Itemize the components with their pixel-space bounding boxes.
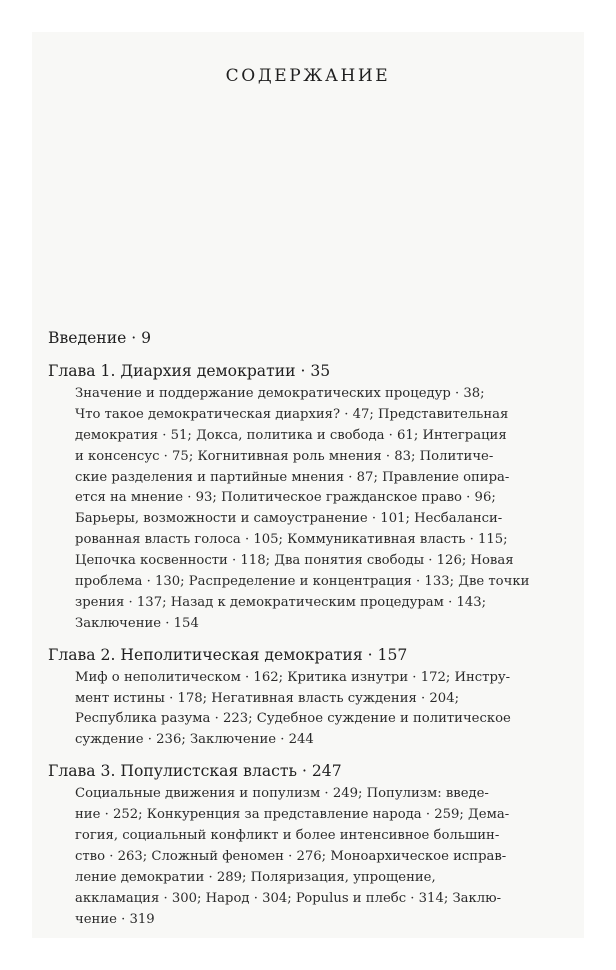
section-line: чение · 319 [75,911,155,927]
section-line: и консенсус · 75; Когнитивная роль мнения · 83; Политиче- [75,448,494,464]
section-line: зрения · 137; Назад к демократическим процедурам · 143; [75,594,487,610]
section-line: Республика разума · 223; Судебное суждение и политическое [75,711,511,727]
chapter-heading: Глава 2. Неполитическая демократия · 157 [48,645,408,664]
section-line: проблема · 130; Распределение и концентрация · 133; Две точки [75,574,530,590]
section-line: ство · 263; Сложный феномен · 276; Моноархическое исправ- [75,848,507,864]
chapter-sections [75,784,562,930]
section-line: ские разделения и партийные мнения · 87; Правление опира- [75,469,510,485]
section-line: ление демократии · 289; Поляризация, упрощение, [75,869,436,885]
toc-chapter-3 [48,760,562,930]
section-line: аккламация · 300; Народ · 304; Populus и плебс · 314; Заклю- [75,890,502,906]
chapter-heading: Глава 3. Популистская власть · 247 [48,762,342,781]
section-line: Барьеры, возможности и самоустранение · 101; Несбаланси- [75,511,503,527]
section-line: Цепочка косвенности · 118; Два понятия свободы · 126; Новая [75,553,514,569]
section-line: суждение · 236; Заключение · 244 [75,732,314,748]
section-line: Миф о неполитическом · 162; Критика изнутри · 172; Инстру- [75,669,511,685]
chapter-sections [75,668,562,752]
toc-chapter-1 [48,360,562,635]
toc-entry-introduction: Введение · 9 [48,329,152,347]
section-line: Значение и поддержание демократических процедур · 38; [75,386,485,401]
section-line: Заключение · 154 [75,615,199,631]
table-of-contents [48,327,562,938]
section-line: Социальные движения и популизм · 249; Популизм: введе- [75,786,489,802]
section-line: мент истины · 178; Негативная власть суждения · 204; [75,690,460,706]
section-line: гогия, социальный конфликт и более интенсивное большин- [75,828,500,844]
page-title: СОДЕРЖАНИЕ [225,66,391,86]
toc-chapter-2 [48,644,562,752]
chapter-sections [75,384,562,635]
section-line: Что такое демократическая диархия? · 47; Представительная [75,406,509,422]
section-line: ние · 252; Конкуренция за представление народа · 259; Дема- [75,807,510,823]
book-page [32,32,584,938]
section-line: рованная власть голоса · 105; Коммуникативная власть · 115; [75,532,508,548]
chapter-heading: Глава 1. Диархия демократии · 35 [48,362,331,380]
section-line: демократия · 51; Докса, политика и свобода · 61; Интеграция [75,427,507,443]
section-line: ется на мнение · 93; Политическое гражданское право · 96; [75,490,496,506]
